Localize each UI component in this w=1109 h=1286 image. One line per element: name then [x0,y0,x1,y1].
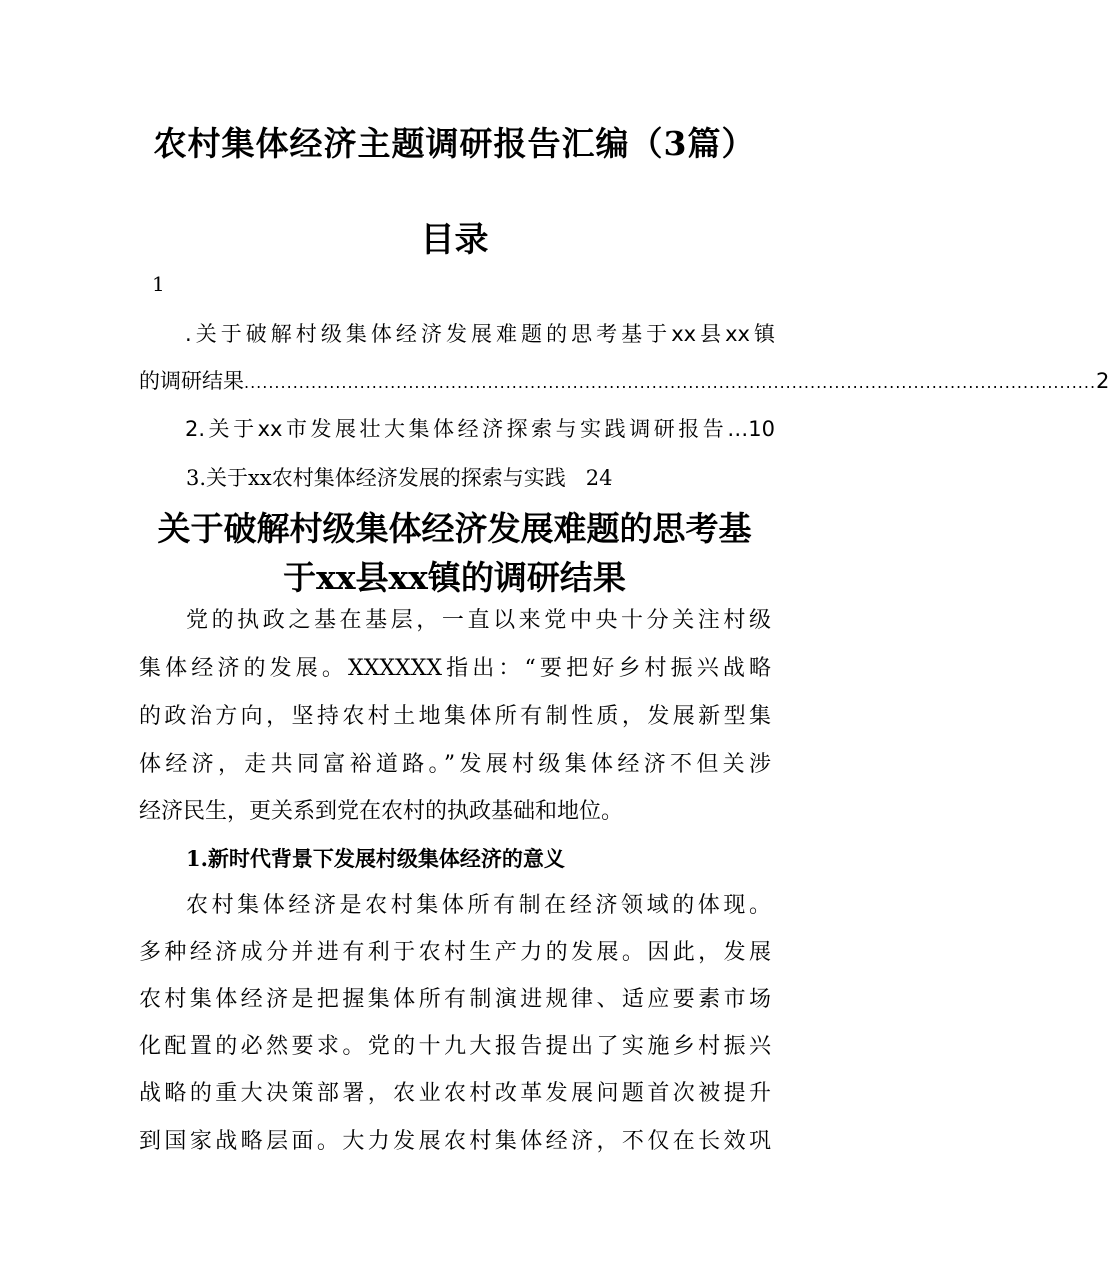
paragraph-2-line: 战略的重大决策部署，农业农村改革发展问题首次被提升 [139,1081,771,1106]
paragraph-2-line: 到国家战略层面。大力发展农村集体经济，不仅在长效巩 [139,1129,771,1154]
paragraph-2-line: 多种经济成分并进有利于农村生产力的发展。因此，发展 [139,940,771,965]
paragraph-2-line: 化配置的必然要求。党的十九大报告提出了实施乡村振兴 [139,1034,771,1059]
paragraph-2-line: 农村集体经济是把握集体所有制演进规律、适应要素市场 [139,987,771,1012]
paragraph-1-line: 的政治方向，坚持农村土地集体所有制性质，发展新型集 [139,704,771,729]
toc-item-3[interactable] [186,462,612,492]
section-1-heading: 1.新时代背景下发展村级集体经济的意义 [186,846,565,871]
paragraph-1-line: 集体经济的发展。XXXXXX指出：“要把好乡村振兴战略 [139,656,771,681]
toc-item-1-line1[interactable]: .关于破解村级集体经济发展难题的思考基于xx县xx镇 [185,322,775,346]
toc-item-1-line2[interactable] [139,365,1109,395]
toc-leader-dots: ............................................................................................................................................ [244,373,1097,392]
toc-item-3-page: 24 [585,466,613,490]
paragraph-1-line: 体经济，走共同富裕道路。”发展村级集体经济不但关涉 [139,752,771,777]
toc-item-1-text: 的调研结果 [139,369,244,393]
document-title: 农村集体经济主题调研报告汇编（3篇） [153,124,756,163]
toc-item-3-text: 3.关于xx农村集体经济发展的探索与实践 [186,466,566,490]
toc-item-1-page: 2 [1096,369,1109,393]
toc-number: 1 [152,272,165,296]
article-title-line2: 于xx县xx镇的调研结果 [283,558,626,597]
paragraph-1-line: 党的执政之基在基层，一直以来党中央十分关注村级 [186,608,771,633]
toc-item-2[interactable]: 2.关于xx市发展壮大集体经济探索与实践调研报告…10 [185,417,775,441]
toc-heading: 目录 [420,220,489,260]
paragraph-1-line: 经济民生，更关系到党在农村的执政基础和地位。 [139,799,624,824]
paragraph-2-line: 农村集体经济是农村集体所有制在经济领域的体现。 [186,893,771,918]
article-title-line1: 关于破解村级集体经济发展难题的思考基 [157,509,752,548]
